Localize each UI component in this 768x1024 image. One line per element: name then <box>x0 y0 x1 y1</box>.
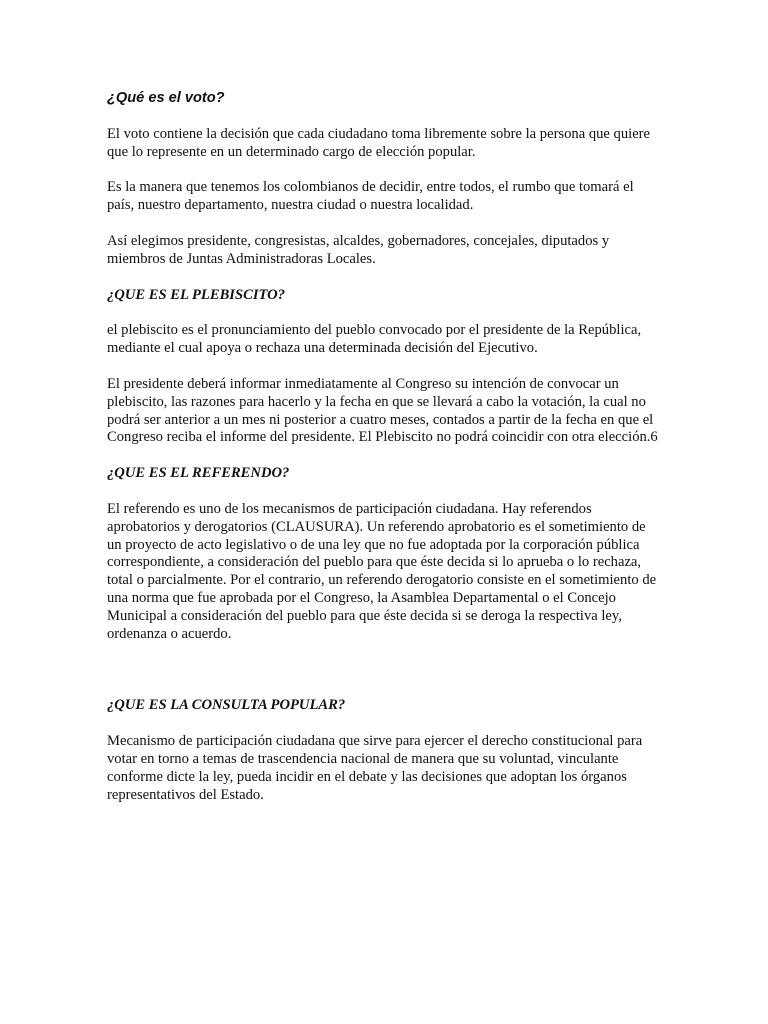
document-body <box>107 90 663 822</box>
paragraph-voto-1: El voto contiene la decisión que cada ciudadano toma libremente sobre la persona que quiere que lo represente en un determinado cargo de elección popular. <box>107 125 651 160</box>
paragraph-voto-2: Es la manera que tenemos los colombianos de decidir, entre todos, el rumbo que tomará el país, nuestro departamento, nuestra ciudad o nuestra localidad. <box>107 179 634 214</box>
heading-referendo: ¿QUE ES EL REFERENDO? <box>107 465 290 482</box>
heading-plebiscito: ¿QUE ES EL PLEBISCITO? <box>107 286 286 303</box>
heading-consulta-popular: ¿QUE ES LA CONSULTA POPULAR? <box>107 697 346 714</box>
blank-space <box>107 661 663 697</box>
paragraph-voto-3: Así elegimos presidente, congresistas, alcaldes, gobernadores, concejales, diputados y miembros de Juntas Administradoras Locales. <box>107 232 610 267</box>
paragraph-plebiscito-2: El presidente deberá informar inmediatamente al Congreso su intención de convocar un plebiscito, las razones para hacerlo y la fecha en que se llevará a cabo la votación, la cual no podrá ser anterior a un mes ni posterior a cuatro meses, contados a partir de la fecha en que el Congreso reciba el informe del presidente. El Plebiscito no podrá coincidir con otra elección.6 <box>107 375 658 446</box>
paragraph-referendo-1: El referendo es uno de los mecanismos de participación ciudadana. Hay referendos aprobatorios y derogatorios (CLAUSURA). Un referendo aprobatorio es el sometimiento de un proyecto de acto legislativo o de una ley que no fue adoptada por la corporación pública correspondiente, a consideración del pueblo para que éste decida si lo aprueba o lo rechaza, total o parcialmente. Por el contrario, un referendo derogatorio consiste en el sometimiento de una norma que fue aprobada por el Congreso, la Asamblea Departamental o el Concejo Municipal a consideración del pueblo para que éste decida si se deroga la respectiva ley, ordenanza o acuerdo. <box>107 500 657 642</box>
heading-voto: ¿Qué es el voto? <box>107 90 225 106</box>
paragraph-plebiscito-1: el plebiscito es el pronunciamiento del pueblo convocado por el presidente de la República, mediante el cual apoya o rechaza una determinada decisión del Ejecutivo. <box>107 322 642 357</box>
paragraph-consulta-popular-1: Mecanismo de participación ciudadana que sirve para ejercer el derecho constitucional para votar en torno a temas de trascendencia nacional de manera que su voluntad, vinculante conforme dicte la ley, pueda incidir en el debate y las decisiones que adoptan los órganos representativos del Estado. <box>107 733 643 803</box>
